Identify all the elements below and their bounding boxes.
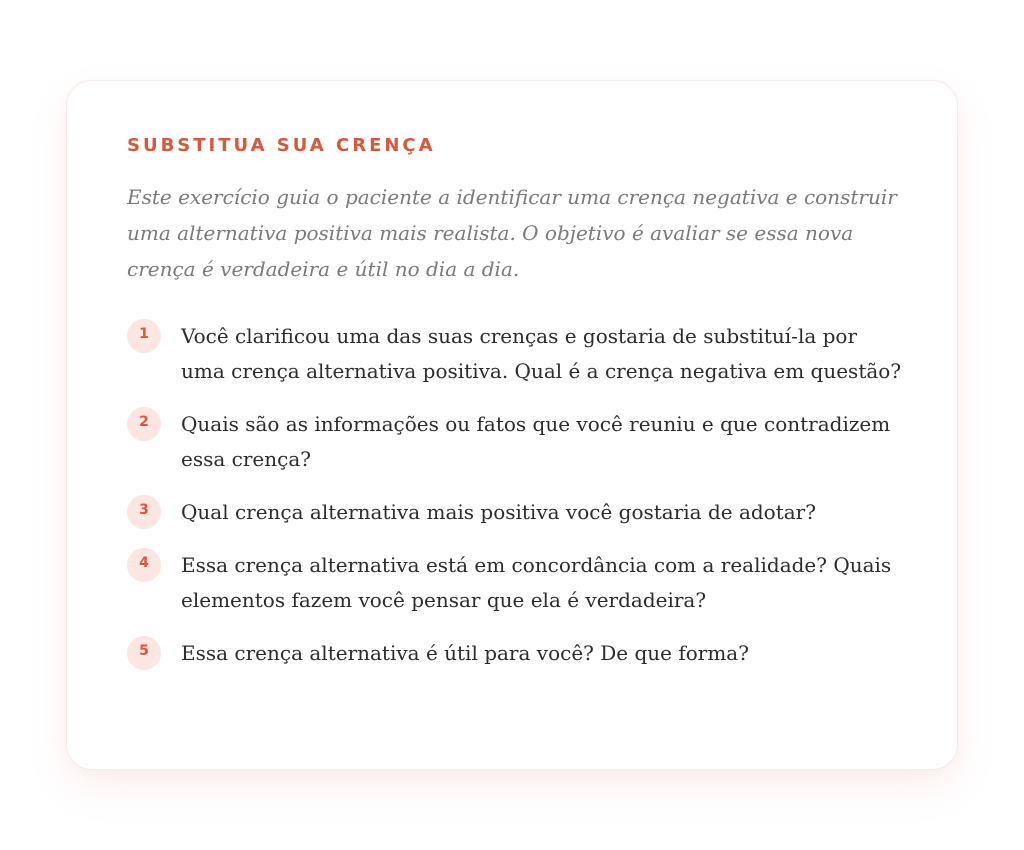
question-item [127,407,907,477]
question-number-badge: 2 [127,407,161,441]
question-number-badge: 5 [127,636,161,670]
question-number-badge: 3 [127,495,161,529]
exercise-card [66,80,958,770]
question-text: Essa crença alternativa é útil para você? De que forma? [181,641,749,665]
card-title: SUBSTITUA SUA CRENÇA [127,135,436,156]
question-item [127,495,907,530]
question-number-badge: 1 [127,319,161,353]
question-item [127,548,907,618]
question-item [127,636,907,671]
question-text: Qual crença alternativa mais positiva você gostaria de adotar? [181,500,816,524]
question-text: Você clarificou uma das suas crenças e gostaria de substituí-la por uma crença alternativa positiva. Qual é a crença negativa em questão? [181,324,902,383]
question-item [127,319,907,389]
question-text: Quais são as informações ou fatos que você reuniu e que contradizem essa crença? [181,412,891,471]
question-number-badge: 4 [127,548,161,582]
question-list [127,319,907,689]
question-text: Essa crença alternativa está em concordância com a realidade? Quais elementos fazem você pensar que ela é verdadeira? [181,553,892,612]
card-intro: Este exercício guia o paciente a identificar uma crença negativa e construir uma alternativa positiva mais realista. O objetivo é avaliar se essa nova crença é verdadeira e útil no dia a dia. [127,185,897,281]
